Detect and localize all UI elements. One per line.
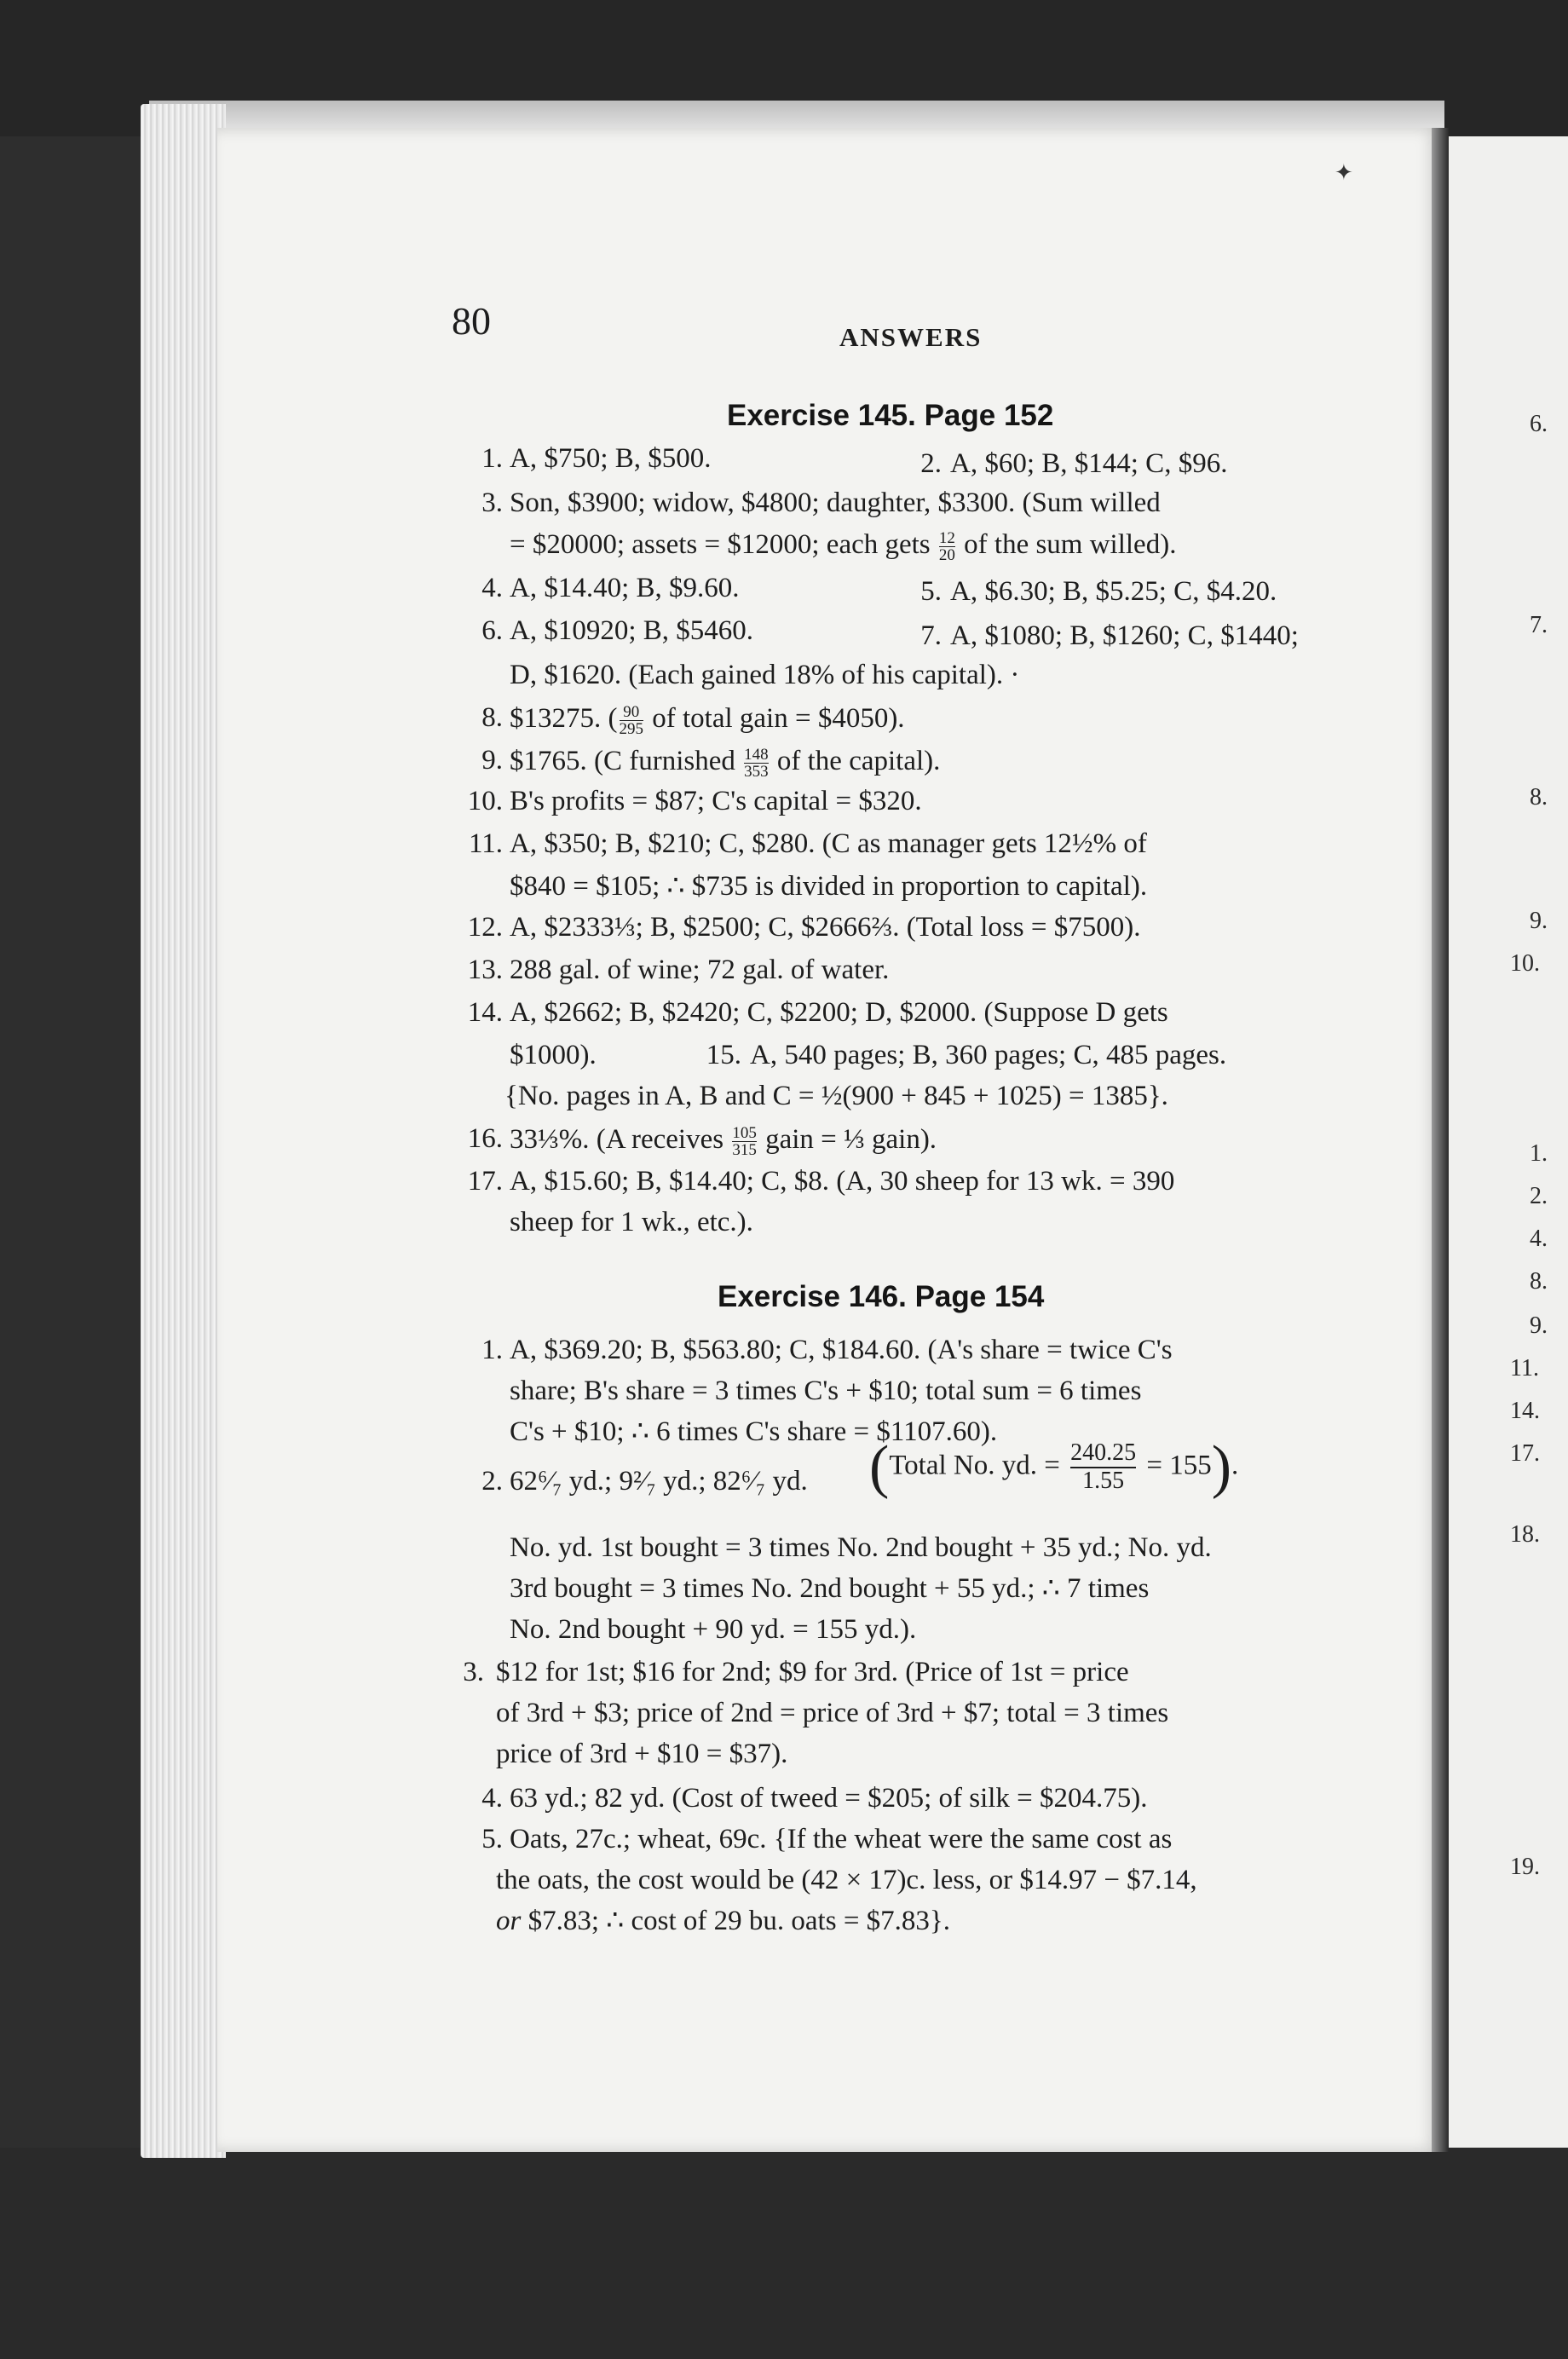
fraction <box>744 747 769 780</box>
text-run: of the capital). <box>770 746 941 777</box>
answer-text: 62⁶⁄₇ yd.; 9²⁄₇ yd.; 82⁶⁄₇ yd. <box>510 1466 808 1497</box>
fraction-denominator: 353 <box>744 763 769 781</box>
answer-text: A, $2333⅓; B, $2500; C, $2666⅔. (Total loss = $7500). <box>510 912 1141 943</box>
answer-text: D, $1620. (Each gained 18% of his capital). · <box>510 660 1020 690</box>
facing-line-number: 11. <box>1510 1355 1539 1381</box>
answer-text: A, $60; B, $144; C, $96. <box>950 448 1228 479</box>
answer-number: 5. <box>920 576 942 607</box>
answer-text: (Total No. yd. = $\frac{240.25}{1.55}$ = 155). <box>869 1433 1239 1500</box>
answer-number: 16. <box>467 1123 503 1154</box>
fraction <box>620 704 644 737</box>
facing-line-number: 14. <box>1510 1398 1540 1424</box>
answer-number: 4. <box>481 1783 503 1814</box>
answer-text <box>510 704 905 737</box>
answer-text: $1000). <box>510 1040 597 1070</box>
facing-line-number: 19. <box>1510 1854 1540 1880</box>
answer-text: A, $369.20; B, $563.80; C, $184.60. (A's share = twice C's <box>510 1335 1173 1365</box>
answer-number: 4. <box>481 573 503 603</box>
fraction <box>1070 1440 1136 1495</box>
answer-text: 288 gal. of wine; 72 gal. of water. <box>510 955 890 985</box>
answer-text: B's profits = $87; C's capital = $320. <box>510 786 922 816</box>
answer-text: $840 = $105; ∴ $735 is divided in proportion to capital). <box>510 871 1148 902</box>
facing-line-number: 9. <box>1530 1312 1548 1339</box>
answer-text: Son, $3900; widow, $4800; daughter, $3300. (Sum willed <box>510 487 1161 518</box>
printer-mark: ✦ <box>1335 160 1353 185</box>
answer-text: {No. pages in A, B and C = ½(900 + 845 + 1025) = 1385}. <box>504 1081 1168 1111</box>
answer-number: 9. <box>481 745 503 776</box>
answer-number: 3. <box>463 1657 484 1687</box>
facing-line-number: 18. <box>1510 1521 1540 1548</box>
fraction-denominator: 295 <box>619 720 643 738</box>
facing-line-number: 7. <box>1530 612 1548 638</box>
answer-text: A, $10920; B, $5460. <box>510 615 754 646</box>
italic-run: or <box>496 1906 522 1936</box>
answer-number: 8. <box>481 702 503 733</box>
answer-text: share; B's share = 3 times C's + $10; total sum = 6 times <box>510 1376 1142 1406</box>
facing-line-number: 1. <box>1530 1140 1548 1167</box>
fraction-denominator: 315 <box>732 1141 757 1159</box>
paren: ( <box>869 1433 890 1500</box>
answer-number: 13. <box>467 955 503 985</box>
facing-page <box>1449 136 1568 2148</box>
text-run: 33⅓%. (A receives <box>510 1124 731 1156</box>
answer-number: 14. <box>467 997 503 1028</box>
fraction-numerator: 12 <box>938 529 955 547</box>
book-page-edges <box>141 104 226 2158</box>
facing-line-number: 6. <box>1530 411 1548 437</box>
answer-text: A, $6.30; B, $5.25; C, $4.20. <box>950 576 1277 607</box>
answer-number: 6. <box>481 615 503 646</box>
answer-number: 10. <box>467 786 503 816</box>
book-gutter <box>1432 128 1449 2152</box>
answer-text <box>510 747 940 780</box>
answer-number: 7. <box>920 620 942 651</box>
facing-line-number: 4. <box>1530 1226 1548 1252</box>
photo-background-bottom <box>0 2148 1568 2359</box>
answer-text: No. 2nd bought + 90 yd. = 155 yd.). <box>510 1614 917 1645</box>
facing-line-number: 10. <box>1510 950 1540 977</box>
text-run: of the sum willed). <box>956 529 1177 561</box>
answer-number: 1. <box>481 443 503 474</box>
answer-text: $12 for 1st; $16 for 2nd; $9 for 3rd. (Price of 1st = price <box>496 1657 1129 1687</box>
fraction-numerator: 105 <box>732 1124 757 1142</box>
answer-number: 1. <box>481 1335 503 1365</box>
facing-line-number: 8. <box>1530 1268 1548 1295</box>
answer-number: 17. <box>467 1166 503 1197</box>
answer-text: Oats, 27c.; wheat, 69c. {If the wheat were the same cost as <box>510 1824 1173 1854</box>
fraction-numerator: 148 <box>744 746 769 764</box>
text-run: Total No. yd. = <box>889 1450 1068 1481</box>
answer-text: A, $15.60; B, $14.40; C, $8. (A, 30 sheep for 13 wk. = 390 <box>510 1166 1175 1197</box>
facing-line-number: 17. <box>1510 1440 1540 1467</box>
answer-text: A, $14.40; B, $9.60. <box>510 573 740 603</box>
answer-number: 11. <box>468 828 503 859</box>
answer-text: A, $2662; B, $2420; C, $2200; D, $2000. (Suppose D gets <box>510 997 1168 1028</box>
answer-number: 12. <box>467 912 503 943</box>
answer-text <box>496 1907 950 1935</box>
answer-text <box>510 530 1176 563</box>
text-run: of total gain = $4050). <box>645 703 905 735</box>
answer-text: A, $1080; B, $1260; C, $1440; <box>950 620 1299 651</box>
fraction-numerator: 240.25 <box>1070 1439 1137 1466</box>
answer-text: price of 3rd + $10 = $37). <box>496 1739 788 1769</box>
answer-text: A, $350; B, $210; C, $280. (C as manager gets 12½% of <box>510 828 1147 859</box>
text-run: $13275. ( <box>510 703 618 735</box>
fraction-denominator: 20 <box>938 546 955 564</box>
answer-text: No. yd. 1st bought = 3 times No. 2nd bought + 35 yd.; No. yd. <box>510 1532 1212 1563</box>
answer-number: 15. <box>706 1040 741 1070</box>
page-number: 80 <box>452 299 491 343</box>
exercise-heading: Exercise 145. Page 152 <box>727 399 1054 432</box>
fraction <box>732 1125 757 1158</box>
answer-number: 5. <box>481 1824 503 1854</box>
answer-text: 63 yd.; 82 yd. (Cost of tweed = $205; of silk = $204.75). <box>510 1783 1148 1814</box>
answer-text <box>510 1125 937 1158</box>
fraction <box>939 530 955 563</box>
text-run: $7.83; ∴ cost of 29 bu. oats = $7.83}. <box>521 1906 951 1936</box>
running-head: ANSWERS <box>839 322 983 352</box>
answer-text: of 3rd + $3; price of 2nd = price of 3rd + $7; total = 3 times <box>496 1698 1169 1728</box>
answer-text: A, $750; B, $500. <box>510 443 712 474</box>
answer-number: 3. <box>481 487 503 518</box>
answer-text: sheep for 1 wk., etc.). <box>510 1207 753 1237</box>
answer-text: C's + $10; ∴ 6 times C's share = $1107.60). <box>510 1416 998 1447</box>
fraction-denominator: 1.55 <box>1070 1467 1136 1495</box>
answer-number: 2. <box>920 448 942 479</box>
text-run: $1765. (C furnished <box>510 746 743 777</box>
answer-text: A, 540 pages; B, 360 pages; C, 485 pages. <box>750 1040 1227 1070</box>
fraction-numerator: 90 <box>623 703 640 721</box>
facing-line-number: 9. <box>1530 908 1548 934</box>
text-run: = 155 <box>1139 1450 1212 1481</box>
text-run: = $20000; assets = $12000; each gets <box>510 529 937 561</box>
facing-line-number: 8. <box>1530 784 1548 810</box>
answer-text: 3rd bought = 3 times No. 2nd bought + 55 yd.; ∴ 7 times <box>510 1573 1150 1604</box>
exercise-heading: Exercise 146. Page 154 <box>718 1280 1045 1313</box>
answer-number: 2. <box>481 1466 503 1497</box>
facing-line-number: 2. <box>1530 1183 1548 1209</box>
paren: ) <box>1211 1433 1232 1500</box>
text-run: gain = ⅓ gain). <box>758 1124 937 1156</box>
answer-text: the oats, the cost would be (42 × 17)c. less, or $14.97 − $7.14, <box>496 1865 1197 1895</box>
